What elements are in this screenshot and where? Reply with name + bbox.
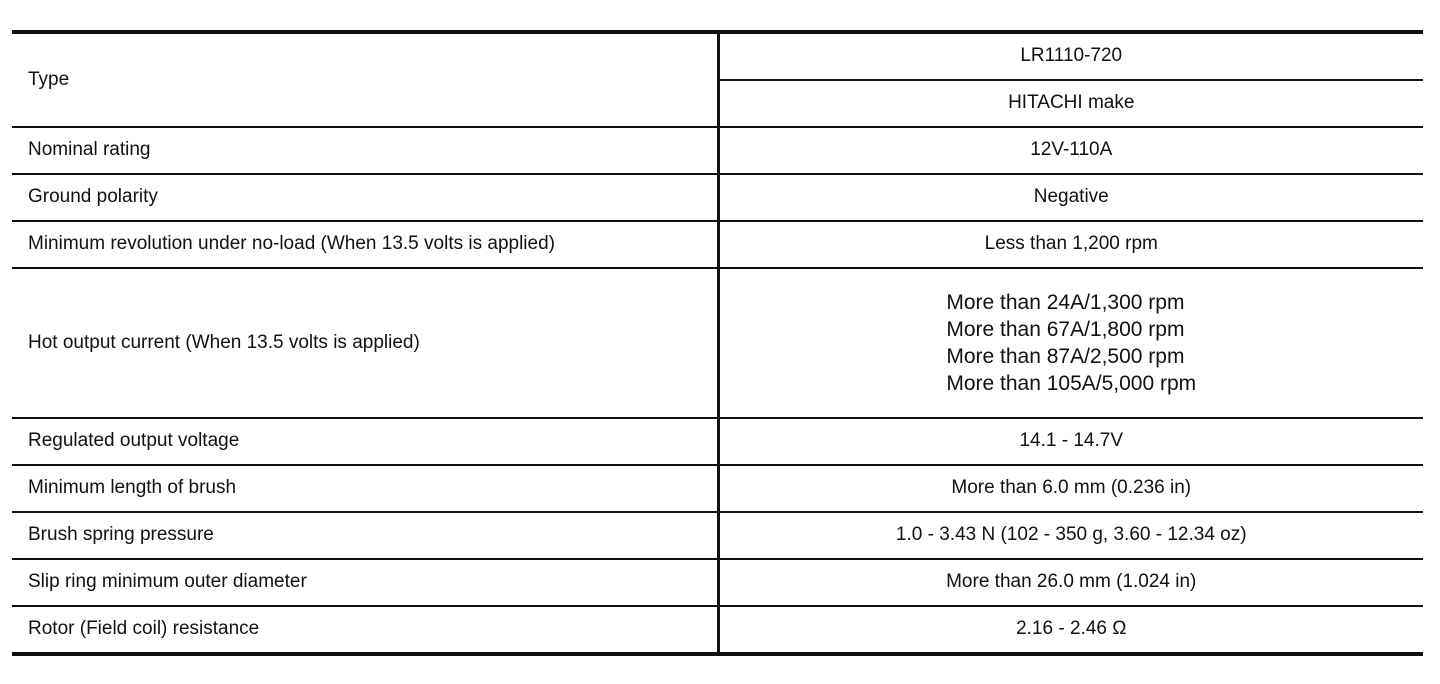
row-label: Nominal rating xyxy=(12,127,718,174)
row-value: More than 6.0 mm (0.236 in) xyxy=(718,465,1423,512)
row-value-multiline xyxy=(718,268,1423,418)
table-row xyxy=(12,174,1423,221)
row-label: Hot output current (When 13.5 volts is applied) xyxy=(12,268,718,418)
list-item: More than 67A/1,800 rpm xyxy=(946,318,1185,341)
table-row xyxy=(12,127,1423,174)
table-row xyxy=(12,465,1423,512)
type-model-value: LR1110-720 xyxy=(718,32,1423,80)
row-value: 1.0 - 3.43 N (102 - 350 g, 3.60 - 12.34 oz) xyxy=(718,512,1423,559)
row-value: 14.1 - 14.7V xyxy=(718,418,1423,465)
row-value: Less than 1,200 rpm xyxy=(718,221,1423,268)
row-label: Rotor (Field coil) resistance xyxy=(12,606,718,654)
table-row xyxy=(12,268,1423,418)
table-row xyxy=(12,418,1423,465)
row-value: 2.16 - 2.46 Ω xyxy=(1016,618,1127,640)
table-row xyxy=(12,32,1423,80)
row-label: Regulated output voltage xyxy=(12,418,718,465)
row-value: 12V-110A xyxy=(718,127,1423,174)
row-value: More than 26.0 mm (1.024 in) xyxy=(718,559,1423,606)
row-label: Ground polarity xyxy=(12,174,718,221)
table-row xyxy=(12,606,1423,654)
row-value: Negative xyxy=(718,174,1423,221)
row-label: Minimum length of brush xyxy=(12,465,718,512)
type-make-value: HITACHI make xyxy=(718,80,1423,127)
row-label: Brush spring pressure xyxy=(12,512,718,559)
row-label: Slip ring minimum outer diameter xyxy=(12,559,718,606)
row-label: Minimum revolution under no-load (When 13.5 volts is applied) xyxy=(12,221,718,268)
table-row xyxy=(12,221,1423,268)
table-row xyxy=(12,559,1423,606)
list-item: More than 105A/5,000 rpm xyxy=(946,372,1197,395)
table-row xyxy=(12,512,1423,559)
hot-output-list xyxy=(946,289,1196,397)
row-label-type: Type xyxy=(12,32,718,127)
list-item: More than 24A/1,300 rpm xyxy=(946,291,1185,314)
alternator-spec-table xyxy=(12,30,1423,656)
list-item: More than 87A/2,500 rpm xyxy=(946,345,1185,368)
